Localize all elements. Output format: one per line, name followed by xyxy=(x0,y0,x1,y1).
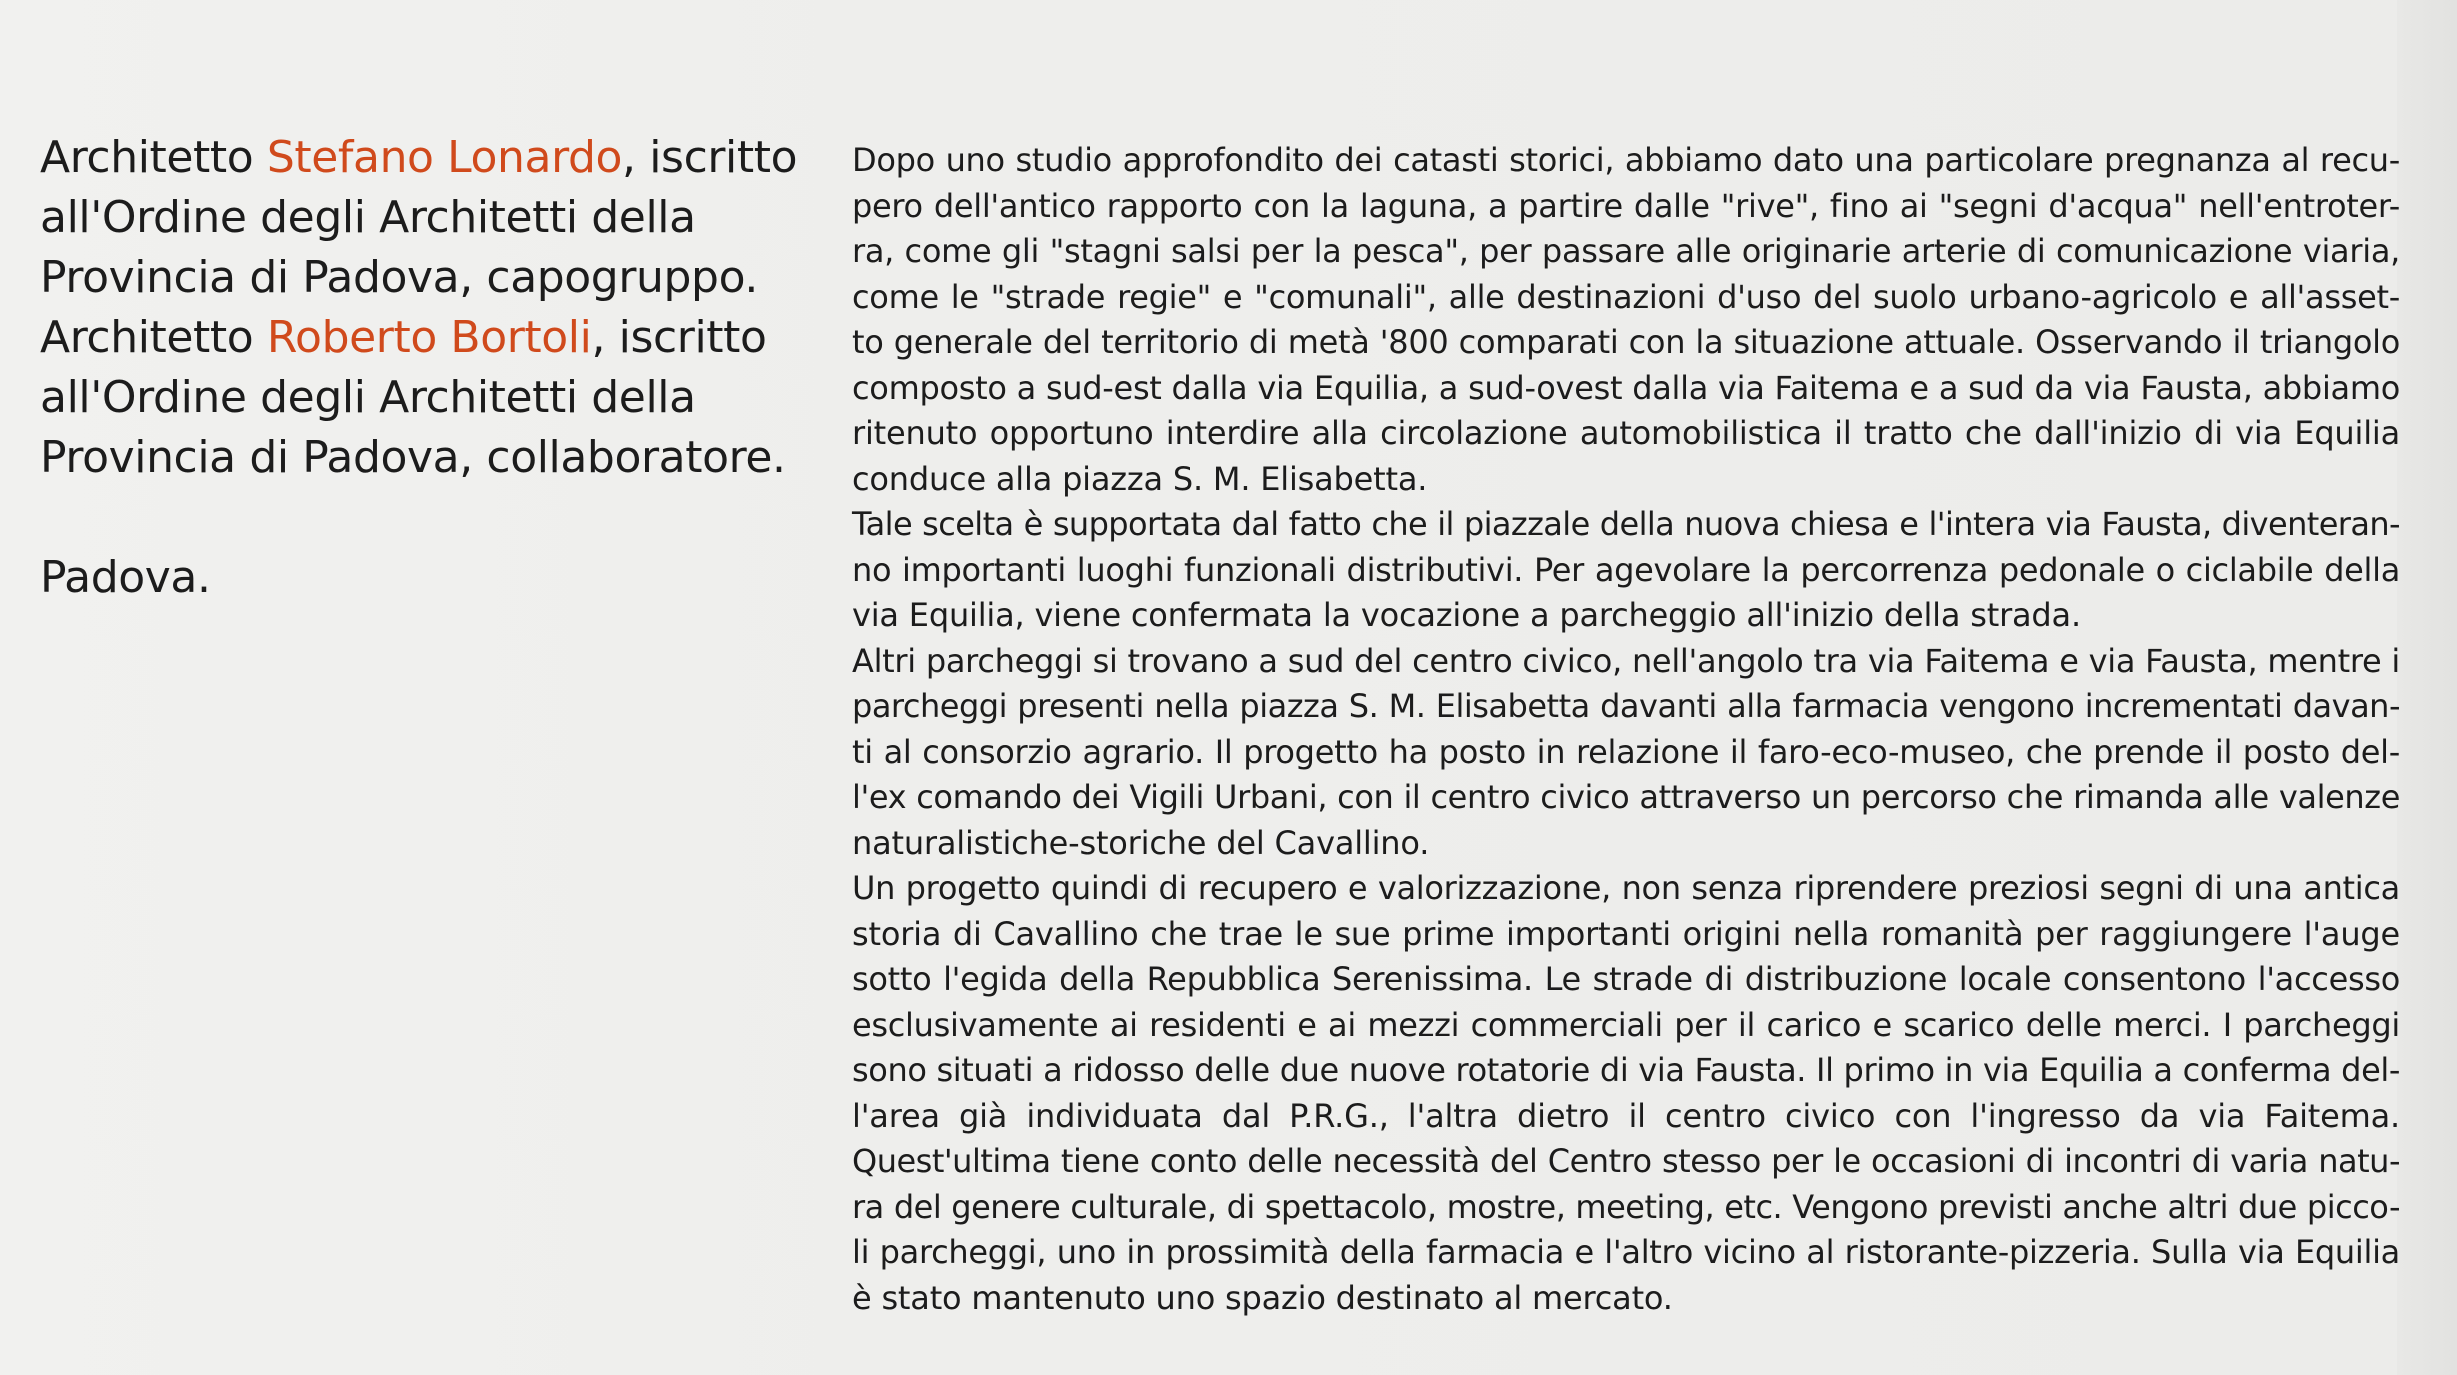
project-description-column xyxy=(852,138,2400,1321)
text-line: esclusivamente ai residenti e ai mezzi commerciali per il carico e scarico delle merci. I parcheggi xyxy=(852,1005,2400,1044)
text-line: via Equilia, viene confermata la vocazione a parcheggio all'inizio della strada. xyxy=(852,596,2081,634)
credit-line-6: Provincia di Padova, collaboratore. xyxy=(40,432,786,483)
text-line: no importanti luoghi funzionali distributivi. Per agevolare la percorrenza pedonale o ciclabile della xyxy=(852,550,2400,589)
city-label: Padova. xyxy=(40,552,211,603)
text-line: ritenuto opportuno interdire alla circolazione automobilistica il tratto che dall'inizio di via Equilia xyxy=(852,414,2400,452)
text-line: pero dell'antico rapporto con la laguna, a partire dalle "rive", fino ai "segni d'acqua" nell'entroter- xyxy=(852,186,2400,225)
paragraph xyxy=(852,639,2400,867)
architect-name-lonardo: Stefano Lonardo xyxy=(266,132,623,183)
text-line: storia di Cavallino che trae le sue prime importanti origini nella romanità per raggiungere l'auge xyxy=(852,914,2400,953)
text-line: sono situati a ridosso delle due nuove rotatorie di via Fausta. Il primo in via Equilia a conferma del- xyxy=(852,1051,2400,1089)
credit-line-3: Provincia di Padova, capogruppo. xyxy=(40,252,758,303)
text-line: parcheggi presenti nella piazza S. M. Elisabetta davanti alla farmacia vengono incrementati davan- xyxy=(852,687,2400,725)
text-line: l'area già individuata dal P.R.G., l'altra dietro il centro civico con l'ingresso da via Faitema. xyxy=(852,1096,2400,1135)
text-line: ra, come gli "stagni salsi per la pesca", per passare alle originarie arterie di comunicazione viaria, xyxy=(852,232,2400,270)
credits-column xyxy=(40,128,820,608)
text-line: li parcheggi, uno in prossimità della farmacia e l'altro vicino al ristorante-pizzeria. Sulla via Equilia xyxy=(852,1233,2400,1271)
text-line: ra del genere culturale, di spettacolo, mostre, meeting, etc. Vengono previsti anche altri due picco- xyxy=(852,1187,2400,1226)
page-edge-shadow xyxy=(2397,0,2457,1375)
text-line: ti al consorzio agrario. Il progetto ha posto in relazione il faro-eco-museo, che prende il posto del- xyxy=(852,732,2400,771)
credit-line-4: Architetto Roberto Bortoli, iscritto xyxy=(40,312,767,363)
text-line: come le "strade regie" e "comunali", alle destinazioni d'uso del suolo urbano-agricolo e all'asset- xyxy=(852,277,2400,316)
text-line: Quest'ultima tiene conto delle necessità del Centro stesso per le occasioni di incontri di varia natu- xyxy=(852,1142,2400,1180)
credit-line-5: all'Ordine degli Architetti della xyxy=(40,372,696,423)
text-line: composto a sud-est dalla via Equilia, a sud-ovest dalla via Faitema e a sud da via Fausta, abbiamo xyxy=(852,368,2400,407)
text-line: Dopo uno studio approfondito dei catasti storici, abbiamo dato una particolare pregnanza al recu- xyxy=(852,141,2400,179)
paragraph xyxy=(852,866,2400,1321)
text-line: conduce alla piazza S. M. Elisabetta. xyxy=(852,459,1428,498)
credit-line-1: Architetto Stefano Lonardo, iscritto xyxy=(40,132,798,183)
text-line: Altri parcheggi si trovano a sud del centro civico, nell'angolo tra via Faitema e via Fausta, mentre i xyxy=(852,641,2400,680)
credit-line-2: all'Ordine degli Architetti della xyxy=(40,192,696,243)
text-line: è stato mantenuto uno spazio destinato al mercato. xyxy=(852,1278,1673,1317)
text-line: naturalistiche-storiche del Cavallino. xyxy=(852,823,1430,862)
paragraph xyxy=(852,502,2400,639)
text-line: to generale del territorio di metà '800 comparati con la situazione attuale. Osservando il triangolo xyxy=(852,323,2400,361)
architect-name-bortoli: Roberto Bortoli xyxy=(266,312,592,363)
text-line: l'ex comando dei Vigili Urbani, con il centro civico attraverso un percorso che rimanda alle valenze xyxy=(852,778,2400,816)
paragraph xyxy=(852,138,2400,502)
text-line: Tale scelta è supportata dal fatto che il piazzale della nuova chiesa e l'intera via Fausta, diventeran- xyxy=(852,505,2400,543)
text-line: sotto l'egida della Repubblica Serenissima. Le strade di distribuzione locale consentono l'accesso xyxy=(852,960,2400,998)
text-line: Un progetto quindi di recupero e valorizzazione, non senza riprendere preziosi segni di una antica xyxy=(852,869,2400,907)
